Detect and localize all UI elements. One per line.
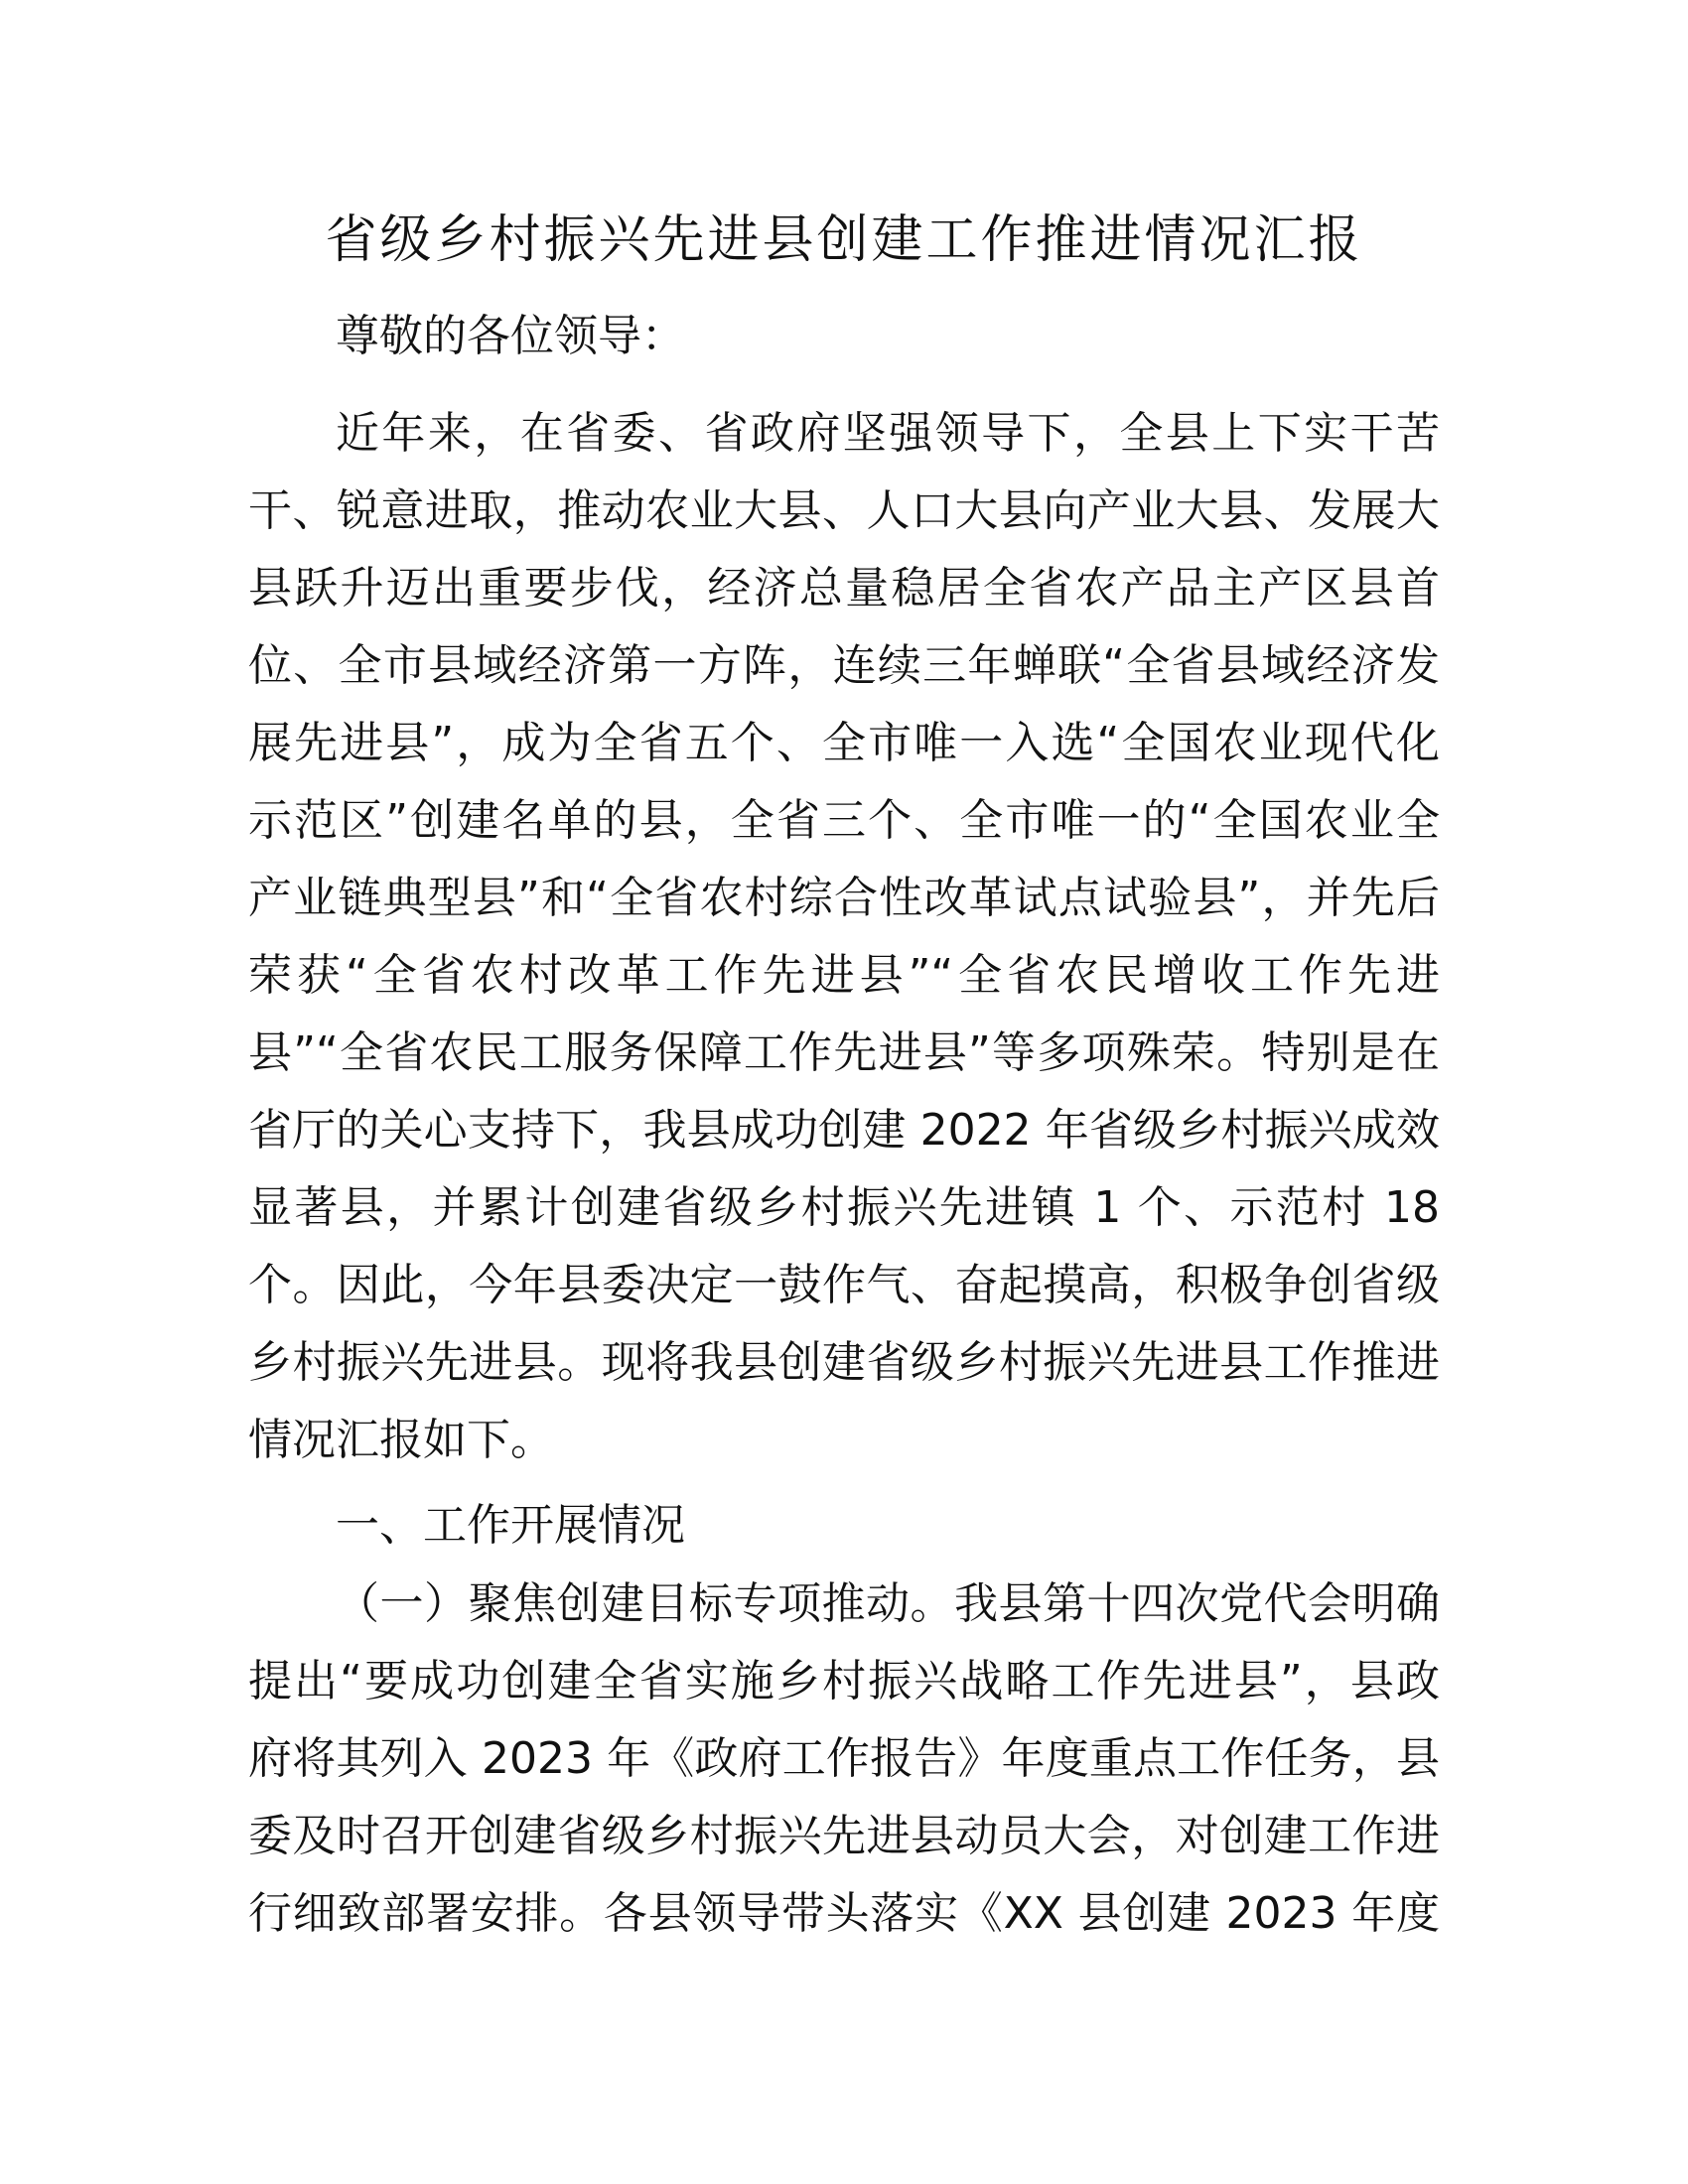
document-title: 省级乡村振兴先进县创建工作推进情况汇报 (325, 210, 1363, 270)
paragraph-section-1 (248, 1566, 1440, 1953)
section-heading: 一、工作开展情况 (336, 1500, 685, 1551)
text-line: 产业链典型县”和“全省农村综合性改革试点试验县”，并先后 (248, 873, 1440, 923)
text-line: 显著县，并累计创建省级乡村振兴先进镇 1 个、示范村 18 (248, 1182, 1440, 1233)
text-line: 位、全市县域经济第一方阵，连续三年蝉联“全省县域经济发 (248, 640, 1440, 691)
text-line: 荣获“全省农村改革工作先进县”“全省农民增收工作先进 (248, 950, 1440, 1001)
text-line: 个。因此，今年县委决定一鼓作气、奋起摸高，积极争创省级 (248, 1260, 1440, 1310)
text-line: 干、锐意进取，推动农业大县、人口大县向产业大县、发展大 (248, 485, 1440, 536)
text-line: 委及时召开创建省级乡村振兴先进县动员大会，对创建工作进 (248, 1811, 1440, 1861)
paragraph-intro (248, 395, 1440, 1479)
text-line: 情况汇报如下。 (248, 1415, 554, 1465)
text-line: 县跃升迈出重要步伐，经济总量稳居全省农产品主产区县首 (248, 563, 1440, 614)
text-line: 省厅的关心支持下，我县成功创建 2022 年省级乡村振兴成效 (248, 1105, 1440, 1156)
text-line: 行细致部署安排。各县领导带头落实《XX 县创建 2023 年度 (248, 1888, 1440, 1939)
text-line: 乡村振兴先进县。现将我县创建省级乡村振兴先进县工作推进 (248, 1337, 1440, 1388)
text-line: 提出“要成功创建全省实施乡村振兴战略工作先进县”，县政 (248, 1656, 1440, 1706)
text-line: （一）聚焦创建目标专项推动。我县第十四次党代会明确 (336, 1578, 1440, 1629)
text-line: 示范区”创建名单的县，全省三个、全市唯一的“全国农业全 (248, 795, 1440, 846)
text-line: 近年来，在省委、省政府坚强领导下，全县上下实干苦 (336, 408, 1440, 459)
text-line: 府将其列入 2023 年《政府工作报告》年度重点工作任务，县 (248, 1733, 1440, 1784)
greeting: 尊敬的各位领导： (336, 311, 685, 361)
text-line: 展先进县”，成为全省五个、全市唯一入选“全国农业现代化 (248, 718, 1440, 768)
text-line: 县”“全省农民工服务保障工作先进县”等多项殊荣。特别是在 (248, 1027, 1440, 1078)
